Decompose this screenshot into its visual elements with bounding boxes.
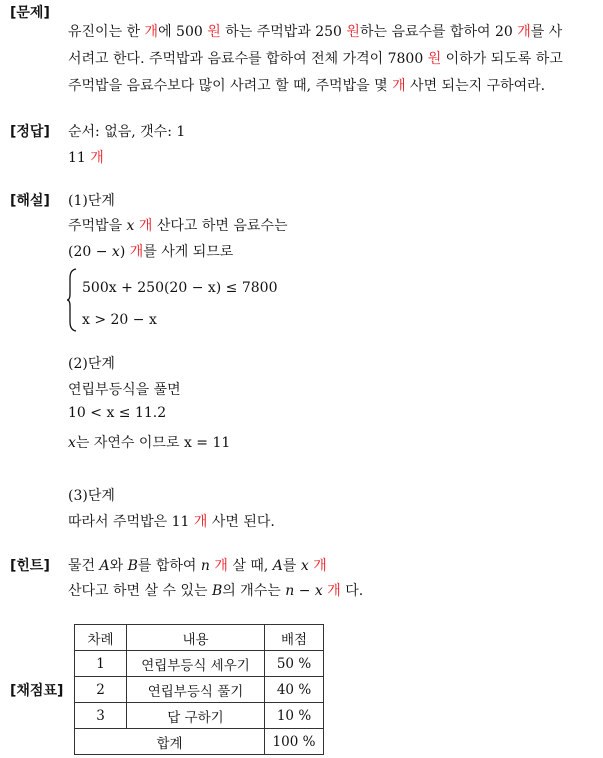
problem-line-2: 서려고 한다. 주먹밥과 음료수를 합하여 전체 가격이 7800 원 이하가 되도록 하고 <box>68 51 563 67</box>
rubric-header-points: 배점 <box>265 625 324 651</box>
rubric-header-row <box>75 625 324 651</box>
rubric-cell: 연립부등식 세우기 <box>127 651 265 677</box>
rubric-total-row <box>75 729 324 755</box>
rubric-cell: 10 % <box>265 703 324 729</box>
inequality-1: 500x + 250(20 − x) ≤ 7800 <box>82 280 278 296</box>
answer-value: 11 개 <box>68 150 104 166</box>
step1-title: (1)단계 <box>68 193 115 209</box>
step2-line-3: x는 자연수 이므로 x = 11 <box>68 435 231 451</box>
rubric-cell: 50 % <box>265 651 324 677</box>
rubric-header-content: 내용 <box>127 625 265 651</box>
answer-meta: 순서: 없음, 갯수: 1 <box>68 124 186 140</box>
step2-title: (2)단계 <box>68 356 115 372</box>
table-row <box>75 703 324 729</box>
hint-label: [힌트] <box>10 558 50 574</box>
rubric-table <box>74 624 324 755</box>
rubric-cell: 연립부등식 풀기 <box>127 677 265 703</box>
solution-label: [해설] <box>10 193 50 209</box>
step2-line-1: 연립부등식을 풀면 <box>68 382 181 398</box>
rubric-cell: 2 <box>75 677 127 703</box>
inequality-2: x > 20 − x <box>82 312 157 328</box>
step3-title: (3)단계 <box>68 488 115 504</box>
problem-label: [문제] <box>10 5 50 21</box>
rubric-label: [채점표] <box>10 683 64 699</box>
rubric-cell: 40 % <box>265 677 324 703</box>
table-row <box>75 651 324 677</box>
table-row <box>75 677 324 703</box>
rubric-cell: 1 <box>75 651 127 677</box>
step3-line: 따라서 주먹밥은 11 개 사면 된다. <box>68 514 275 530</box>
rubric-header-order: 차례 <box>75 625 127 651</box>
rubric-cell: 답 구하기 <box>127 703 265 729</box>
rubric-cell: 3 <box>75 703 127 729</box>
step1-line-1: 주먹밥을 x 개 산다고 하면 음료수는 <box>68 218 288 234</box>
system-brace <box>66 268 78 332</box>
problem-line-3: 주먹밥을 음료수보다 많이 사려고 할 때, 주먹밥을 몇 개 사면 되는지 구하여라. <box>68 78 546 94</box>
rubric-total-label: 합계 <box>75 729 265 755</box>
step2-line-2: 10 < x ≤ 11.2 <box>68 405 167 421</box>
rubric-total-value: 100 % <box>265 729 324 755</box>
step1-line-2: (20 − x) 개를 사게 되므로 <box>68 244 234 260</box>
hint-line-1: 물건 A와 B를 합하여 n 개 살 때, A를 x 개 <box>68 558 327 574</box>
hint-line-2: 산다고 하면 살 수 있는 B의 개수는 n − x 개 다. <box>68 583 364 599</box>
problem-line-1: 유진이는 한 개에 500 원 하는 주먹밥과 250 원하는 음료수를 합하여 20 개를 사 <box>68 24 563 40</box>
answer-label: [정답] <box>10 124 50 140</box>
